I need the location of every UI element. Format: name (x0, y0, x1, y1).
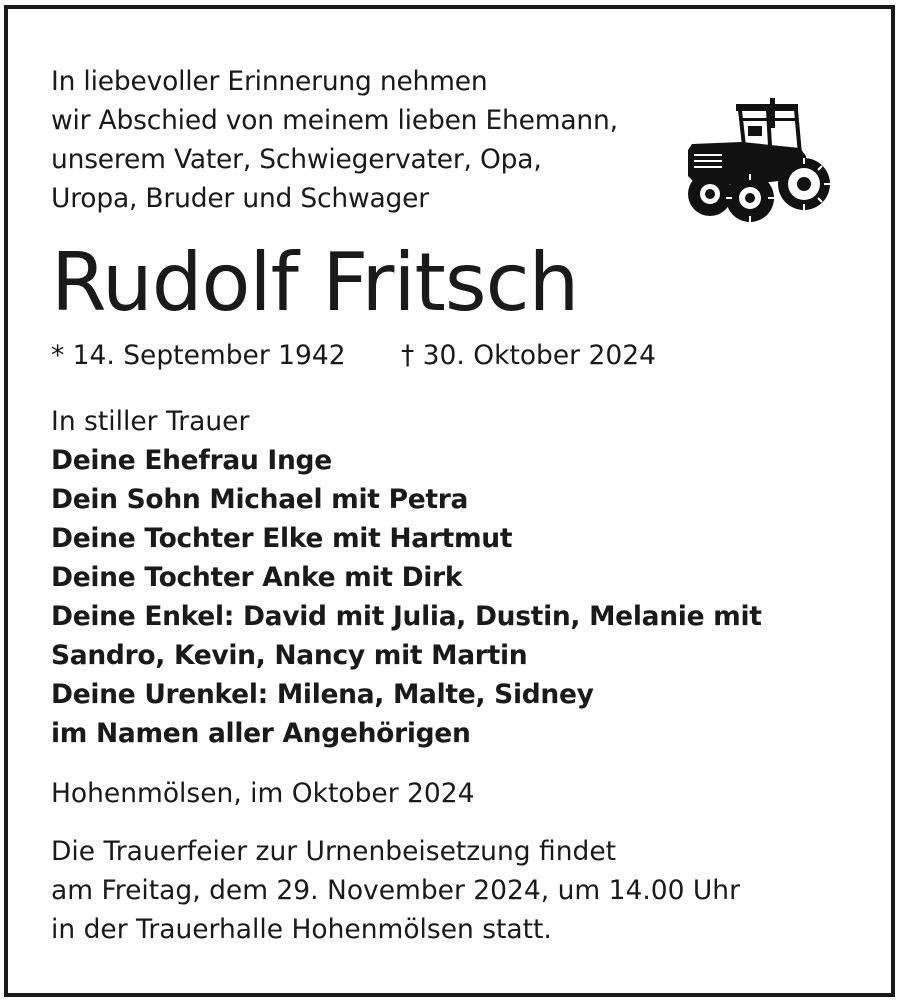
mourner-line: Deine Urenkel: Milena, Malte, Sidney (51, 679, 594, 710)
ceremony-info (51, 832, 740, 949)
life-dates (51, 336, 656, 376)
birth-date: * 14. September 1942 (51, 340, 346, 371)
tractor-icon (682, 98, 832, 230)
trauer-label: In stiller Trauer (51, 406, 250, 437)
mourner-line: Deine Ehefrau Inge (51, 445, 332, 476)
mourner-line: Dein Sohn Michael mit Petra (51, 484, 469, 515)
mourner-line: Deine Tochter Elke mit Hartmut (51, 523, 513, 554)
deceased-name: Rudolf Fritsch (51, 236, 579, 329)
intro-line: Uropa, Bruder und Schwager (51, 183, 429, 214)
intro-line: wir Abschied von meinem lieben Ehemann, (51, 105, 618, 136)
mourners-list (51, 441, 762, 753)
mourner-line: im Namen aller Angehörigen (51, 718, 471, 749)
mourner-line: Deine Tochter Anke mit Dirk (51, 562, 463, 593)
place-date: Hohenmölsen, im Oktober 2024 (51, 778, 475, 809)
ceremony-line: Die Trauerfeier zur Urnenbeisetzung findet (51, 836, 617, 867)
mourner-line: Sandro, Kevin, Nancy mit Martin (51, 640, 528, 671)
intro-line: unserem Vater, Schwiegervater, Opa, (51, 144, 542, 175)
death-date: † 30. Oktober 2024 (401, 340, 656, 371)
intro-line: In liebevoller Erinnerung nehmen (51, 66, 488, 97)
mourner-line: Deine Enkel: David mit Julia, Dustin, Melanie mit (51, 601, 762, 632)
ceremony-line: am Freitag, dem 29. November 2024, um 14.00 Uhr (51, 875, 740, 906)
ceremony-line: in der Trauerhalle Hohenmölsen statt. (51, 914, 552, 945)
intro-text (51, 62, 618, 218)
